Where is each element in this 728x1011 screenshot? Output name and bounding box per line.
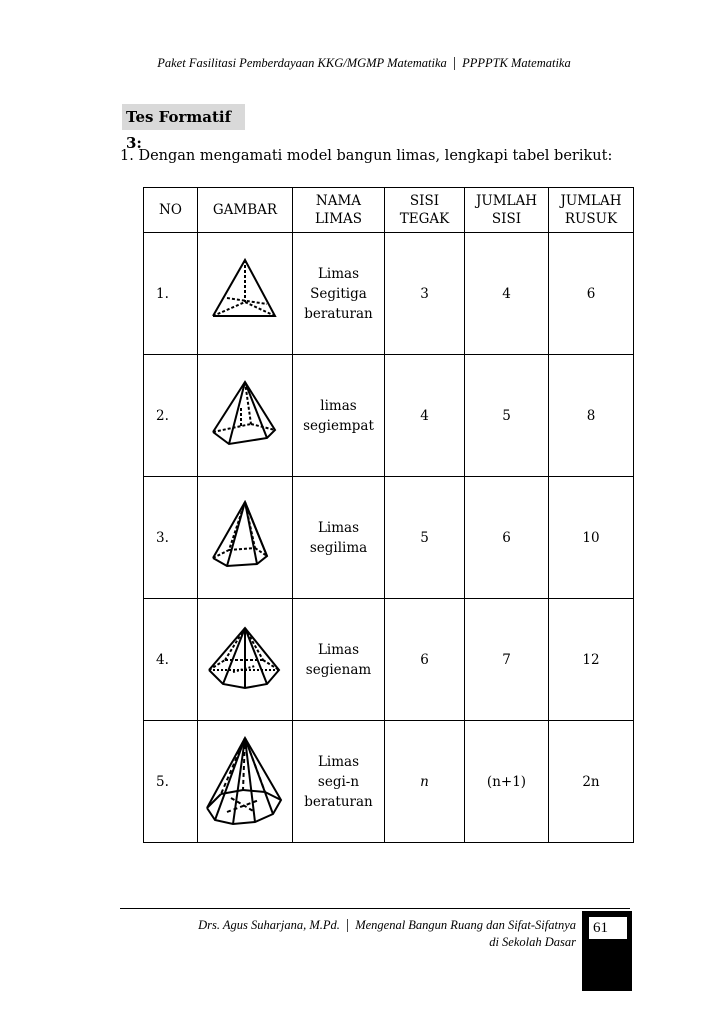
header-right: PPPPTK Matematika: [462, 56, 571, 70]
page-footer: [198, 917, 576, 951]
n-gonal-pyramid-icon: [203, 736, 287, 828]
header-jumlah-sisi: JUMLAH SISI: [465, 188, 549, 233]
header-jumlah-rusuk: JUMLAH RUSUK: [549, 188, 634, 233]
row-no: 3.: [144, 477, 198, 599]
jumlah-sisi-value: (n+1): [465, 721, 549, 843]
pyramid-table: [143, 187, 634, 843]
jumlah-sisi-value: 6: [465, 477, 549, 599]
sisi-tegak-value: 3: [385, 233, 465, 355]
page-number: 61: [589, 917, 627, 939]
footer-author: Drs. Agus Suharjana, M.Pd.: [198, 918, 340, 932]
sisi-tegak-value: 5: [385, 477, 465, 599]
jumlah-rusuk-value: 10: [549, 477, 634, 599]
table-row: 5. Limas segi-n beraturan n (n+1) 2n: [144, 721, 634, 843]
header-nama: NAMA LIMAS: [293, 188, 385, 233]
table-header-row: [144, 188, 634, 233]
jumlah-rusuk-value: 2n: [549, 721, 634, 843]
table-row: 3. Limas segilima 5 6 10: [144, 477, 634, 599]
pyramid-name: Limas: [317, 641, 360, 658]
jumlah-rusuk-value: 8: [549, 355, 634, 477]
square-pyramid-icon: [205, 378, 285, 453]
pentagonal-pyramid-icon: [205, 500, 285, 575]
footer-title-line2: di Sekolah Dasar: [489, 935, 576, 949]
header-no: NO: [144, 188, 198, 233]
pyramid-name: Limas: [317, 753, 360, 770]
table-row: 2. limas segiempat 4 5 8: [144, 355, 634, 477]
jumlah-rusuk-value: 6: [549, 233, 634, 355]
sisi-tegak-value: 4: [385, 355, 465, 477]
footer-title-line1: Mengenal Bangun Ruang dan Sifat-Sifatnya: [355, 918, 576, 932]
row-no: 5.: [144, 721, 198, 843]
jumlah-sisi-value: 4: [465, 233, 549, 355]
table-row: 1. Limas Segitiga beraturan 3 4 6: [144, 233, 634, 355]
hexagonal-pyramid-icon: [205, 622, 285, 697]
header-sisi-tegak: SISI TEGAK: [385, 188, 465, 233]
row-no: 1.: [144, 233, 198, 355]
row-no: 4.: [144, 599, 198, 721]
triangular-pyramid-icon: [205, 256, 285, 331]
footer-separator: |: [346, 917, 350, 933]
header-gambar: GAMBAR: [198, 188, 293, 233]
sisi-tegak-value: n: [385, 721, 465, 843]
question-text: 1. Dengan mengamati model bangun limas, lengkapi tabel berikut:: [120, 148, 613, 164]
pyramid-name: Limas: [317, 519, 360, 536]
header-left: Paket Fasilitasi Pemberdayaan KKG/MGMP Matematika: [157, 56, 447, 70]
sisi-tegak-value: 6: [385, 599, 465, 721]
jumlah-sisi-value: 5: [465, 355, 549, 477]
header-separator: |: [452, 55, 456, 71]
section-title: Tes Formatif 3:: [122, 104, 245, 130]
table-row: 4. Limas segienam 6 7 12: [144, 599, 634, 721]
footer-divider: [120, 908, 630, 909]
jumlah-rusuk-value: 12: [549, 599, 634, 721]
page-header: [0, 55, 728, 72]
pyramid-name: limas: [320, 397, 357, 414]
jumlah-sisi-value: 7: [465, 599, 549, 721]
pyramid-name: Limas: [317, 265, 360, 282]
row-no: 2.: [144, 355, 198, 477]
